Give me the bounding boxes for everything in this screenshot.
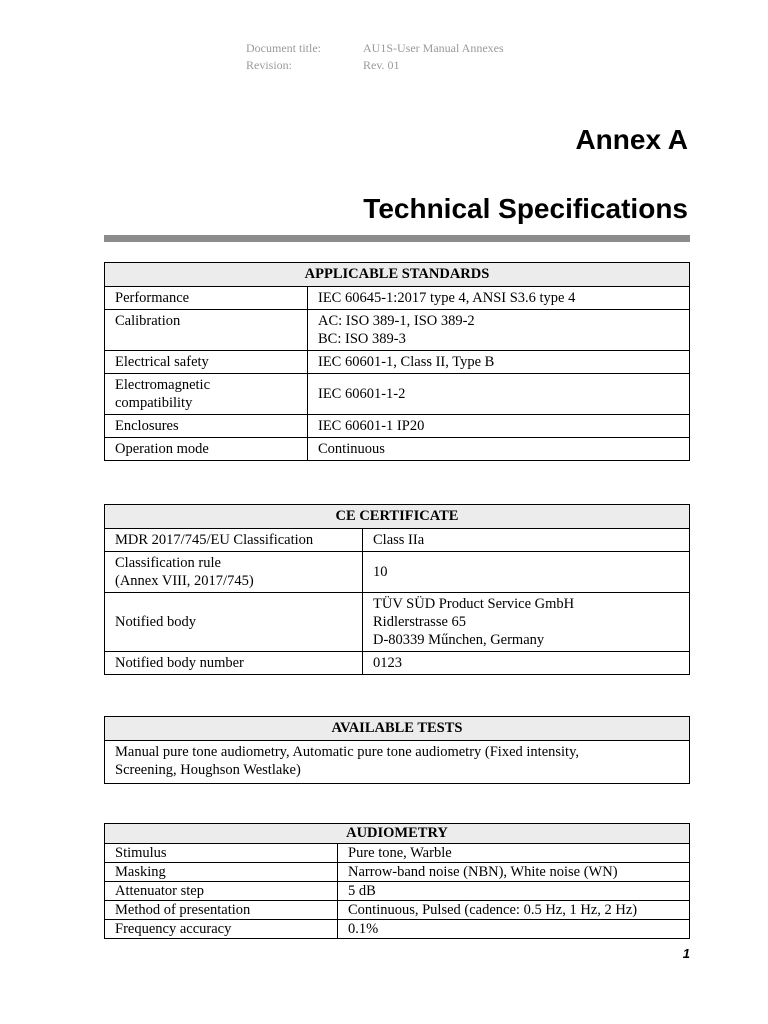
row-value: 0.1% xyxy=(338,920,690,939)
row-value: 0123 xyxy=(363,652,690,675)
available-tests-table xyxy=(104,716,690,784)
row-value: IEC 60645-1:2017 type 4, ANSI S3.6 type 4 xyxy=(308,287,690,310)
row-value: IEC 60601-1 IP20 xyxy=(308,415,690,438)
value-line: BC: ISO 389-3 xyxy=(318,331,406,347)
applicable-standards-table xyxy=(104,262,690,461)
row-label: Frequency accuracy xyxy=(105,920,338,939)
label-line: (Annex VIII, 2017/745) xyxy=(115,573,254,589)
row-value: 5 dB xyxy=(338,882,690,901)
table-heading: CE CERTIFICATE xyxy=(105,505,690,529)
row-value: Narrow-band noise (NBN), White noise (WN) xyxy=(338,863,690,882)
table-row xyxy=(105,552,690,593)
table-row xyxy=(105,415,690,438)
table-heading: APPLICABLE STANDARDS xyxy=(105,263,690,287)
doc-title-value: AU1S-User Manual Annexes xyxy=(363,41,504,55)
table-row xyxy=(105,920,690,939)
document-header xyxy=(246,40,504,74)
row-label: Calibration xyxy=(105,310,308,351)
row-label: Stimulus xyxy=(105,844,338,863)
doc-title-row xyxy=(246,40,504,57)
row-label: Attenuator step xyxy=(105,882,338,901)
row-label: Performance xyxy=(105,287,308,310)
row-value: Continuous, Pulsed (cadence: 0.5 Hz, 1 Hz, 2 Hz) xyxy=(338,901,690,920)
revision-value: Rev. 01 xyxy=(363,58,400,72)
page-number: 1 xyxy=(682,946,690,961)
row-value: IEC 60601-1, Class II, Type B xyxy=(308,351,690,374)
table-heading: AUDIOMETRY xyxy=(105,824,690,844)
row-label xyxy=(105,552,363,593)
row-label xyxy=(105,374,308,415)
revision-row xyxy=(246,57,504,74)
text-line: Screening, Houghson Westlake) xyxy=(115,762,301,778)
text-line: Manual pure tone audiometry, Automatic pure tone audiometry (Fixed intensity, xyxy=(115,744,580,760)
row-label: Method of presentation xyxy=(105,901,338,920)
table-heading: AVAILABLE TESTS xyxy=(105,717,690,741)
table-row xyxy=(105,438,690,461)
row-value xyxy=(308,310,690,351)
row-label: MDR 2017/745/EU Classification xyxy=(105,529,363,552)
row-value: 10 xyxy=(363,552,690,593)
row-label: Enclosures xyxy=(105,415,308,438)
section-title: Technical Specifications xyxy=(363,193,688,224)
title-divider xyxy=(104,235,690,242)
row-label: Masking xyxy=(105,863,338,882)
value-line: TÜV SÜD Product Service GmbH xyxy=(373,596,575,612)
row-label: Electrical safety xyxy=(105,351,308,374)
label-line: compatibility xyxy=(115,395,193,411)
table-row xyxy=(105,374,690,415)
table-row xyxy=(105,882,690,901)
table-row xyxy=(105,351,690,374)
revision-label: Revision: xyxy=(246,58,293,72)
audiometry-table xyxy=(104,823,690,939)
table-row xyxy=(105,652,690,675)
label-line: Classification rule xyxy=(115,555,221,571)
tests-description xyxy=(105,741,690,784)
table-row xyxy=(105,593,690,652)
row-label: Notified body number xyxy=(105,652,363,675)
label-line: Electromagnetic xyxy=(115,377,211,393)
row-label: Operation mode xyxy=(105,438,308,461)
row-value: Pure tone, Warble xyxy=(338,844,690,863)
row-label: Notified body xyxy=(105,593,363,652)
annex-title: Annex A xyxy=(575,124,688,155)
table-row xyxy=(105,310,690,351)
ce-certificate-table xyxy=(104,504,690,675)
row-value xyxy=(363,593,690,652)
table-row xyxy=(105,863,690,882)
table-row xyxy=(105,287,690,310)
row-value: IEC 60601-1-2 xyxy=(308,374,690,415)
table-row xyxy=(105,901,690,920)
value-line: AC: ISO 389-1, ISO 389-2 xyxy=(318,313,475,329)
value-line: Ridlerstrasse 65 xyxy=(373,614,467,630)
row-value: Continuous xyxy=(308,438,690,461)
doc-title-label: Document title: xyxy=(246,41,321,55)
table-row xyxy=(105,529,690,552)
row-value: Class IIa xyxy=(363,529,690,552)
table-row xyxy=(105,741,690,784)
table-row xyxy=(105,844,690,863)
value-line: D-80339 Műnchen, Germany xyxy=(373,632,545,648)
